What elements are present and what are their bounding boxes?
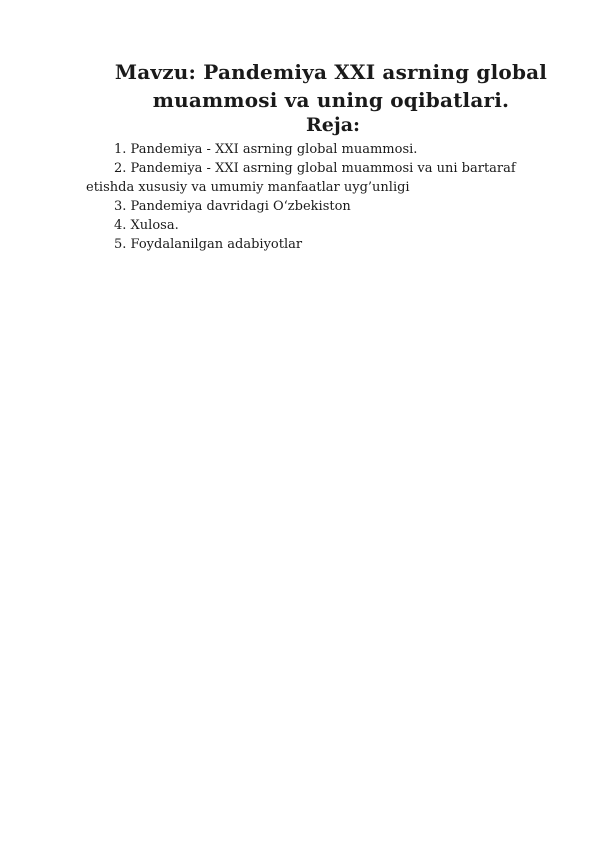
plan-item-5 — [86, 235, 556, 254]
plan-heading: Reja: — [305, 114, 361, 136]
plan-item-1-text: 1. Pandemiya - XXI asrning global muammosi. — [114, 142, 418, 157]
title-line-2: muammosi va uning oqibatlari. — [152, 88, 510, 112]
plan-item-2-text: 2. Pandemiya - XXI asrning global muammosi va uni bartaraf — [114, 161, 516, 176]
plan-item-3-text: 3. Pandemiya davridagi O‘zbekiston — [114, 199, 351, 214]
plan-item-1 — [86, 140, 556, 159]
plan-item-4-text: 4. Xulosa. — [114, 218, 179, 233]
document-title — [96, 58, 566, 114]
plan-item-3 — [86, 197, 556, 216]
plan-item-2-continuation: etishda xususiy va umumiy manfaatlar uyg’unligi — [86, 180, 410, 195]
plan-item-4 — [86, 216, 556, 235]
plan-item-5-text: 5. Foydalanilgan adabiyotlar — [114, 237, 303, 252]
plan-item-2 — [86, 159, 556, 197]
plan-list — [86, 140, 556, 254]
title-line-1: Mavzu: Pandemiya XXI asrning global — [114, 60, 548, 84]
